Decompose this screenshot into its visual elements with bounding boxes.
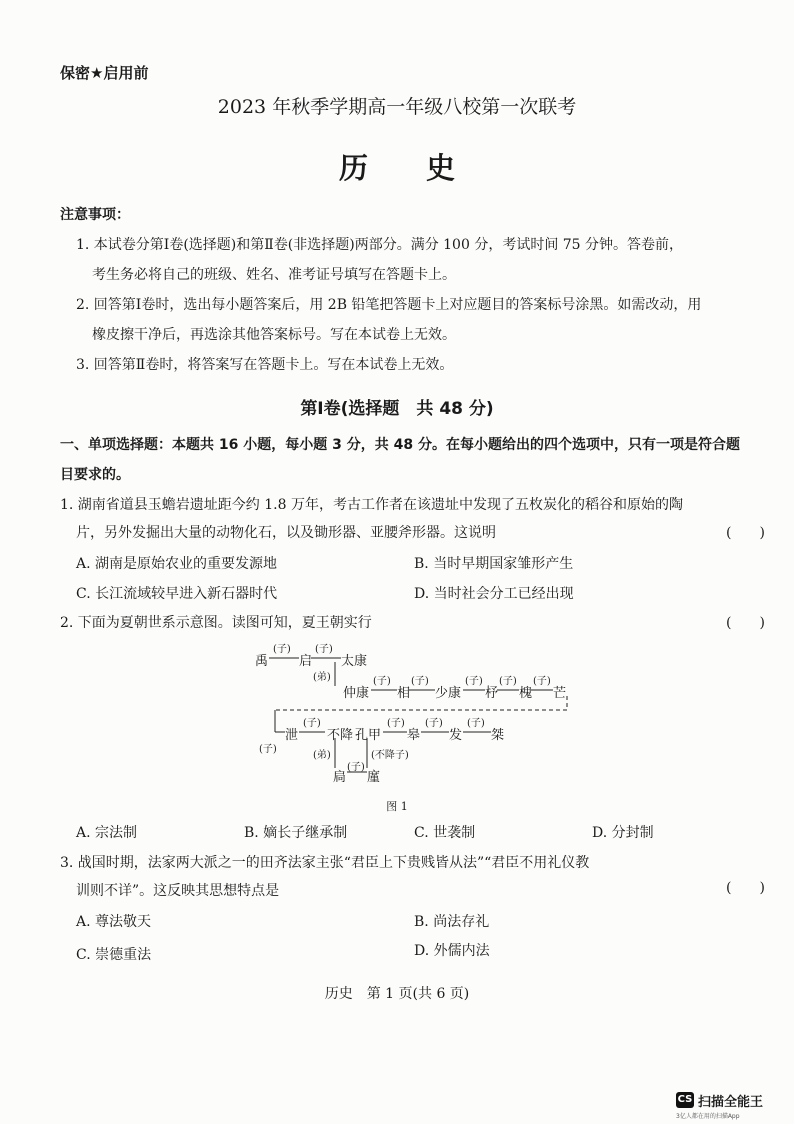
notice-heading: 注意事项：: [60, 207, 130, 223]
option-d: D. 外儒内法: [414, 943, 490, 959]
question-3-stem: 3. 战国时期，法家两大派之一的田齐法家主张“君臣上下贵贱皆从法”“君臣不用礼仪教: [60, 855, 590, 871]
relation-label: (子): [373, 676, 391, 687]
ruler-name: 太康: [341, 654, 368, 669]
option-b: B. 嫡长子继承制: [244, 825, 348, 841]
relation-label: (子): [533, 676, 551, 687]
relation-label: (子): [467, 718, 485, 729]
watermark-tagline: 3亿人都在用的扫描App: [676, 1113, 740, 1120]
option-d: D. 分封制: [592, 825, 654, 841]
option-d: D. 当时社会分工已经出现: [414, 586, 574, 602]
relation-label: (子): [499, 676, 517, 687]
ruler-name: 扃: [333, 770, 347, 785]
ruler-name: 禹: [255, 654, 269, 669]
question-1-stem: 1. 湖南省道县玉蟾岩遗址距今约 1.8 万年，考古工作者在该遗址中发现了五枚炭化的稻谷和原始的陶: [60, 497, 683, 513]
option-c: C. 世袭制: [414, 825, 476, 841]
section-title: 第Ⅰ卷(选择题 共 48 分): [300, 399, 494, 419]
ruler-name: 芒: [553, 686, 567, 701]
subject-title: 历史: [338, 151, 513, 185]
ruler-name: 廑: [367, 770, 381, 785]
camscanner-logo-icon: CS: [676, 1092, 694, 1108]
answer-paren: ( ): [726, 615, 765, 631]
relation-label: (子): [259, 744, 277, 755]
relation-label: (子): [411, 676, 429, 687]
ruler-name: 槐: [519, 686, 533, 701]
ruler-name: 发: [449, 728, 463, 743]
ruler-name: 相: [397, 686, 411, 701]
answer-paren: ( ): [726, 525, 765, 541]
relation-label: (弟): [313, 672, 331, 683]
section-instruction: 目要求的。: [60, 467, 130, 483]
ruler-name: 皋: [407, 728, 421, 743]
relation-label: (子): [273, 644, 291, 655]
option-c: C. 崇德重法: [76, 947, 152, 963]
ruler-name: 少康: [435, 686, 462, 701]
question-2-stem: 2. 下面为夏朝世系示意图。读图可知，夏王朝实行: [60, 615, 372, 631]
relation-label: (弟): [313, 750, 331, 761]
option-a: A. 尊法敬天: [76, 914, 152, 930]
option-a: A. 宗法制: [76, 825, 138, 841]
ruler-name: 启: [299, 654, 313, 669]
option-a: A. 湖南是原始农业的重要发源地: [76, 556, 278, 572]
exam-title: 2023 年秋季学期高一年级八校第一次联考: [217, 96, 577, 118]
ruler-name: 泄: [285, 728, 299, 743]
ruler-name: 不降: [327, 728, 354, 743]
ruler-name: 孔甲: [355, 728, 382, 743]
page-footer: 历史 第 1 页(共 6 页): [324, 986, 470, 1002]
relation-label: (子): [315, 644, 333, 655]
question-3-stem: 训则不详”。这反映其思想特点是: [76, 883, 280, 899]
notice-line: 2. 回答第Ⅰ卷时，选出每小题答案后，用 2B 铅笔把答题卡上对应题目的答案标号涂黑。如需改动，用: [76, 297, 702, 313]
relation-label: (不降子): [371, 750, 409, 761]
ruler-name: 仲康: [343, 686, 370, 701]
ruler-name: 杼: [485, 686, 499, 701]
xia-genealogy-diagram: [255, 640, 575, 790]
option-b: B. 尚法存礼: [414, 914, 490, 930]
notice-line: 3. 回答第Ⅱ卷时，将答案写在答题卡上。写在本试卷上无效。: [76, 357, 454, 373]
notice-line: 橡皮擦干净后，再选涂其他答案标号。写在本试卷上无效。: [92, 327, 456, 343]
ruler-name: 桀: [491, 728, 505, 743]
watermark-name: 扫描全能王: [698, 1095, 764, 1110]
figure-caption: 图 1: [386, 800, 408, 813]
relation-label: (子): [347, 762, 365, 773]
question-1-stem: 片，另外发掘出大量的动物化石，以及锄形器、亚腰斧形器。这说明: [76, 525, 496, 541]
relation-label: (子): [465, 676, 483, 687]
option-c: C. 长江流域较早进入新石器时代: [76, 586, 278, 602]
notice-line: 1. 本试卷分第Ⅰ卷(选择题)和第Ⅱ卷(非选择题)两部分。满分 100 分，考试时间 75 分钟。答卷前，: [76, 237, 684, 253]
relation-label: (子): [387, 718, 405, 729]
relation-label: (子): [425, 718, 443, 729]
confidential-label: 保密★启用前: [60, 64, 149, 82]
section-instruction: 一、单项选择题：本题共 16 小题，每小题 3 分，共 48 分。在每小题给出的四个选项中，只有一项是符合题: [60, 437, 740, 453]
relation-label: (子): [303, 718, 321, 729]
answer-paren: ( ): [726, 880, 765, 896]
notice-line: 考生务必将自己的班级、姓名、准考证号填写在答题卡上。: [92, 267, 456, 283]
option-b: B. 当时早期国家雏形产生: [414, 556, 574, 572]
